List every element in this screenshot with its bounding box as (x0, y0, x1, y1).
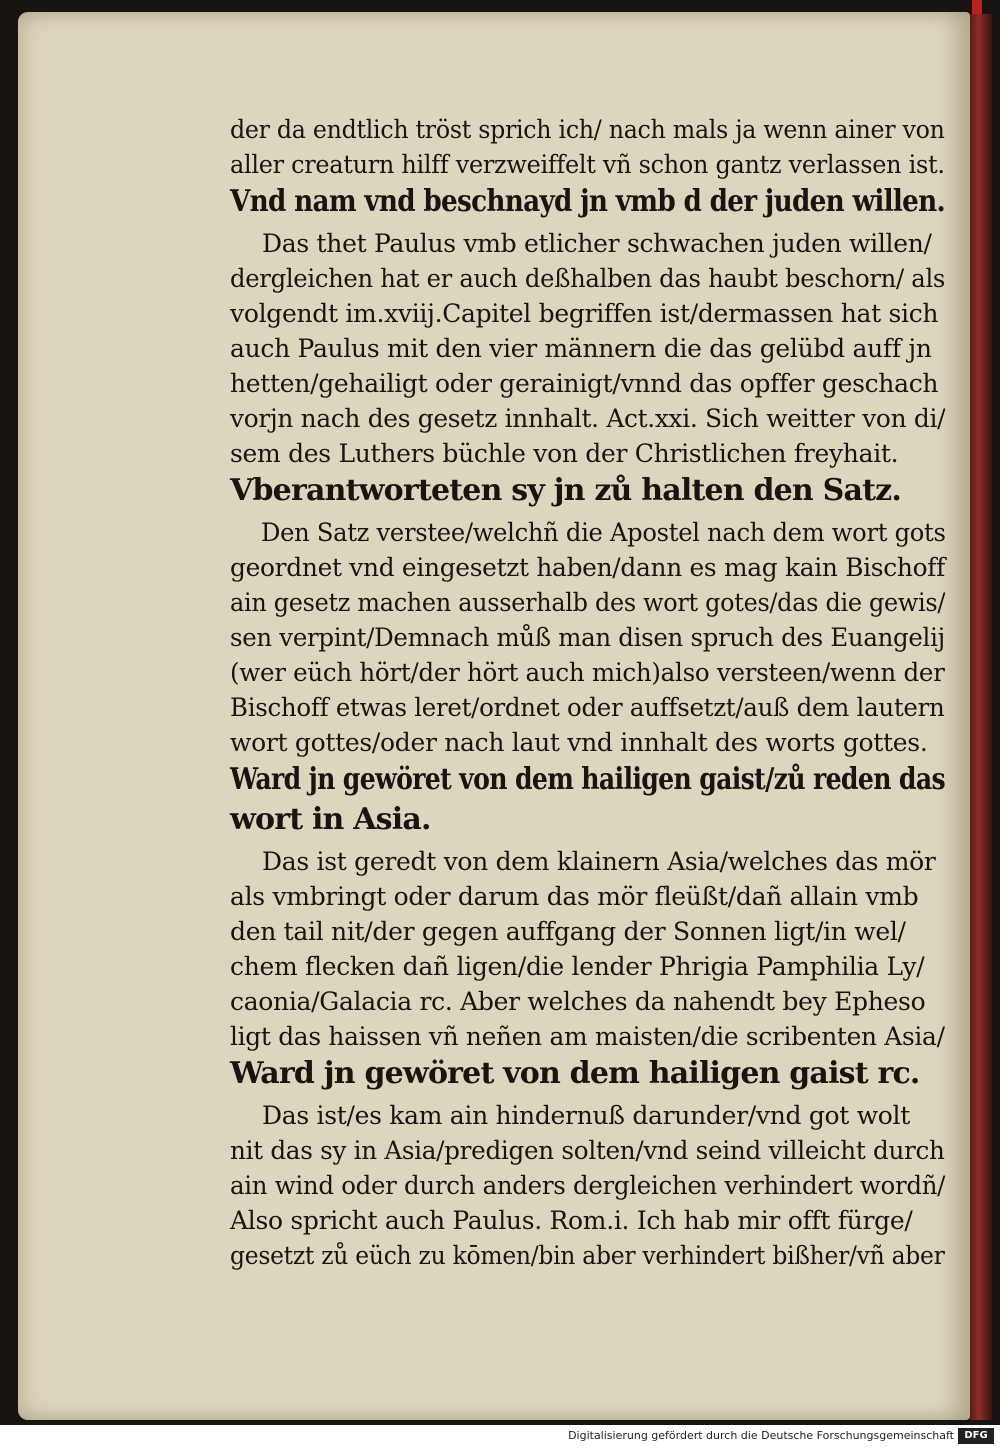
text-line: Das ist/es kam ain hindernuß darunder/vnd got wolt (262, 1101, 910, 1130)
text-line: sen verpint/Demnach můß man disen spruch des Euangelij (230, 623, 945, 652)
section-heading-line: Ward jn gewöret von dem hailigen gaist rc. (230, 1056, 920, 1091)
book-spine (970, 14, 992, 1420)
funding-credit: Digitalisierung gefördert durch die Deutsche Forschungsgemeinschaft (568, 1429, 954, 1442)
text-line: ligt das haissen vñ neñen am maisten/die scribenten Asia/ (230, 1022, 945, 1051)
text-line: als vmbringt oder darum das mör fleüßt/dañ allain vmb (230, 882, 919, 911)
text-line: chem flecken dañ ligen/die lender Phrigia Pamphilia Ly/ (230, 952, 925, 981)
text-line: (wer eüch hört/der hört auch mich)also versteen/wenn der (230, 658, 945, 687)
text-line: Das thet Paulus vmb etlicher schwachen juden willen/ (262, 229, 932, 258)
text-line: caonia/Galacia rc. Aber welches da nahendt bey Epheso (230, 987, 926, 1016)
text-line: geordnet vnd eingesetzt haben/dann es mag kain Bischoff (230, 553, 946, 582)
text-line: nit das sy in Asia/predigen solten/vnd seind villeicht durch (230, 1136, 945, 1165)
dfg-logo: DFG (958, 1428, 994, 1444)
text-line: gesetzt zů eüch zu kōmen/bin aber verhindert bißher/vñ aber (230, 1241, 945, 1270)
text-line: Also spricht auch Paulus. Rom.i. Ich hab mir offt fürge/ (230, 1206, 913, 1235)
text-line: volgendt im.xviij.Capitel begriffen ist/dermassen hat sich (230, 299, 939, 328)
text-line: ain gesetz machen ausserhalb des wort gotes/das die gewis/ (230, 588, 946, 617)
section-heading-line: wort in Asia. (230, 802, 431, 837)
text-line: ain wind oder durch anders dergleichen verhindert wordñ/ (230, 1171, 946, 1200)
text-line: Bischoff etwas leret/ordnet oder auffsetzt/auß dem lautern (230, 693, 945, 722)
section-heading-line: Ward jn gewöret von dem hailigen gaist/zů reden das (230, 762, 945, 797)
footer (0, 1425, 1000, 1448)
text-line: aller creaturn hilff verzweiffelt vñ schon gantz verlassen ist. (230, 150, 945, 179)
section-heading-line: Vnd nam vnd beschnayd jn vmb d der juden willen. (230, 184, 945, 219)
text-line: vorjn nach des gesetz innhalt. Act.xxi. Sich weitter von di/ (230, 404, 946, 433)
text-line: dergleichen hat er auch deßhalben das haubt beschorn/ als (230, 264, 946, 293)
text-line: wort gottes/oder nach laut vnd innhalt des worts gottes. (230, 728, 928, 757)
page-text (230, 112, 945, 1273)
text-line: sem des Luthers büchle von der Christlichen freyhait. (230, 439, 899, 468)
text-line: auch Paulus mit den vier männern die das gelübd auff jn (230, 334, 932, 363)
text-line: der da endtlich tröst sprich ich/ nach mals ja wenn ainer von (230, 115, 945, 144)
text-line: den tail nit/der gegen auffgang der Sonnen ligt/in wel/ (230, 917, 906, 946)
section-heading-line: Vberantworteten sy jn zů halten den Satz. (230, 473, 902, 508)
text-line: Den Satz verstee/welchñ die Apostel nach dem wort gots (260, 518, 946, 547)
text-line: Das ist geredt von dem klainern Asia/welches das mör (262, 847, 936, 876)
text-line: hetten/gehailigt oder gerainigt/vnnd das opffer geschach (230, 369, 939, 398)
